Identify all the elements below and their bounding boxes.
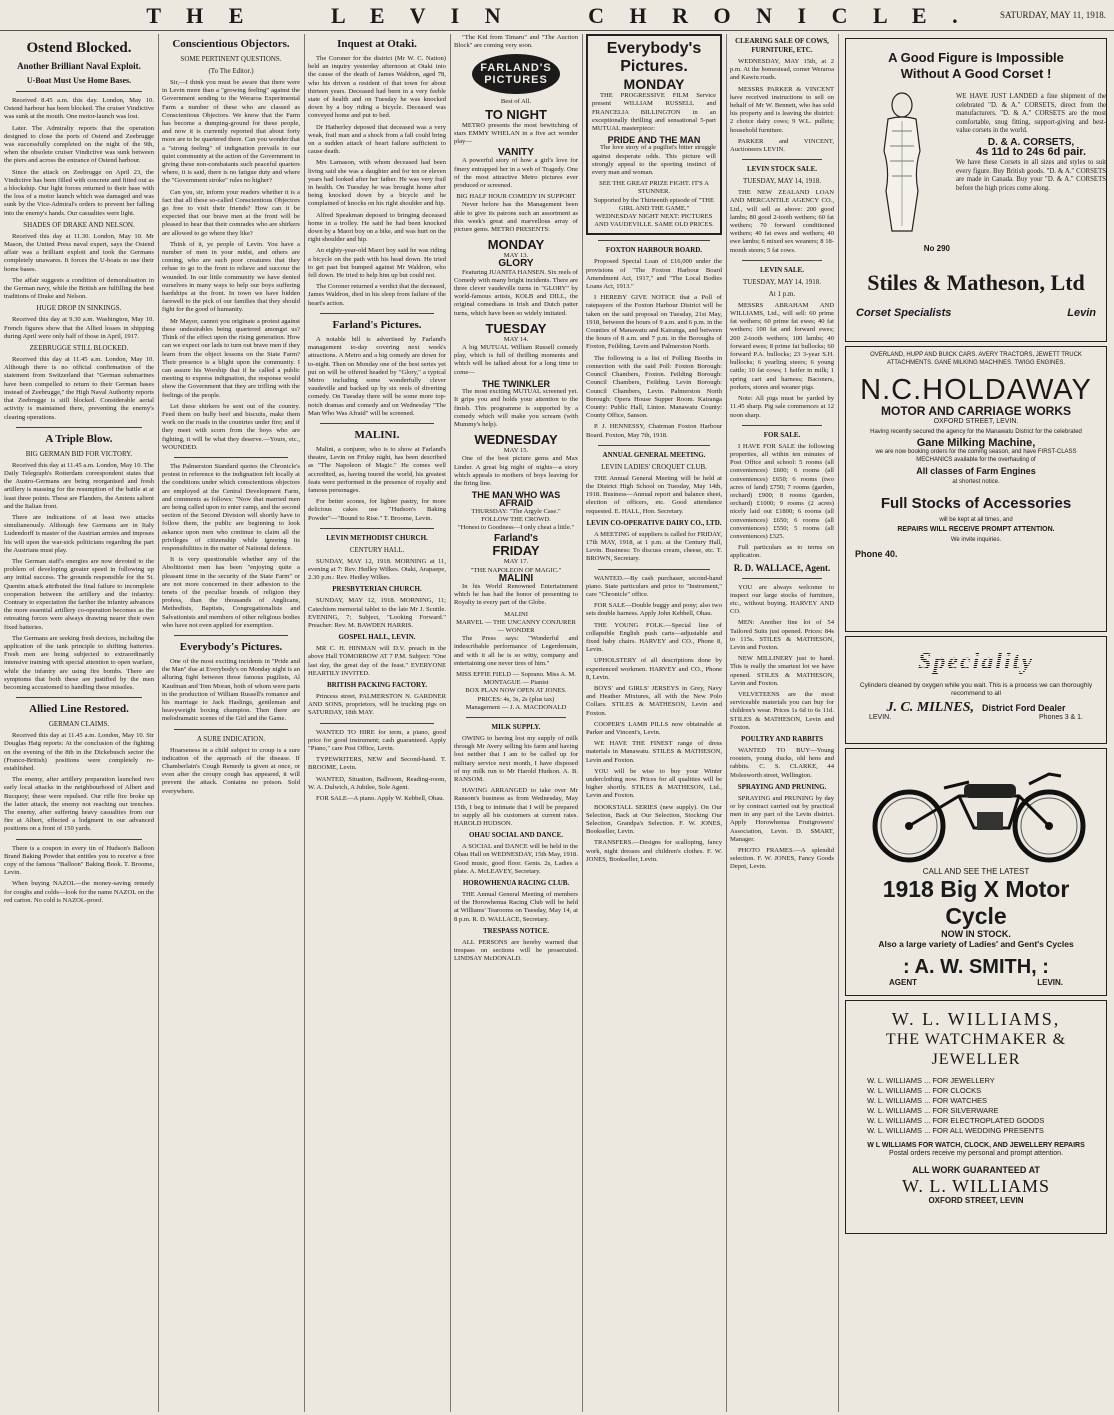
headline-farlands: Farland's Pictures. [332, 318, 422, 331]
article-paragraph: The enemy, after artillery preparation launched two early local attacks in the neighbourhood of Albert and Bucquoy; these were repulsed. Our rifle fire broke up the latter attack, the enemy not reaching our trenches. The enemy, after suffering heavy casualties from our fire at Albert, effected a lodgment in our advanced positions on a front of 150 yards. [4, 776, 154, 833]
headline-everybodys-pictures: Everybody's Pictures. [179, 641, 283, 653]
article-paragraph: One of the most exciting incidents in "Pride and the Man" due at Everybody's on Monday night is an alluring fight between those famous pugilists, Al Kaufman and Tom Moran, both of whom were parts in the production of William Russell's romance and his marriage to Jack Haslings, gentleman and heavyweight boxing champion. Then there are melodramatic scenes of the Girl and the Game. [162, 658, 300, 723]
classified-ad: WANTED, Situation, Ballroom, Reading-room, W. A. Dulwich, A Jubilee, Sole Agent. [308, 775, 446, 791]
headline-conscientious-objectors: Conscientious Objectors. [172, 38, 290, 50]
milnes-ad: Speciality Cylinders cleaned by oxygen while you wait. This is a process we can thoroughly recommend to all J. C. MILNES, District Ford Dealer LEVIN. Phones 3 & 1. [845, 636, 1107, 744]
notice-text: MESSRS PARKER & VINCENT have received instructions to sell on behalf of Mr W. Bennett, who has sold his property and is leaving the district: 2 choice dairy cows; 9 W.L. pullets; household furniture. [730, 85, 834, 134]
corset-illustration: No 290 [854, 91, 950, 251]
ad-text: The Press says: "Wonderful and indescribable performance of Legerdemain, and with it all he is so witty, company and entertaining one never tires of him." [454, 635, 578, 667]
notice-presbyterian: PRESBYTERIAN CHURCH. [332, 585, 422, 594]
tonight-heading: TO NIGHT [485, 106, 547, 122]
vanity-title: VANITY [498, 147, 534, 159]
article-paragraph: Received this day at 9.30 a.m. Washington, May 10. French figures show that the Allied losses in shipping during April were only half of those in April, 1917. [4, 316, 154, 340]
ad-text: METRO presents the most bewitching of stars EMMY WHELAN in a five act wonder play— [454, 121, 578, 146]
notice-century-hall: CENTURY HALL. [349, 545, 405, 554]
notice-text: Note: All pigs must be yarded by 11.45 sharp. Pig sale commences at 12 noon sharp. [730, 395, 834, 419]
glory-title: GLORY [498, 258, 534, 270]
notice-text: SPRAYING and PRUNING by day or by contract carried out by practical men in any part of the Levin district. Apply Horowhenua Fruitgrowers' Association, Levin. D. SMART, Manager. [730, 794, 834, 843]
notice-text: SUNDAY, MAY 12, 1918. MORNING at 11, evening at 7: Rev. Hedley Wilkes. Otaki, Arapaepe, 2.30 p.m.: Rev. Hedley Wilkes. [308, 557, 446, 582]
holdaway-logo: N.C.HOLDAWAY [860, 374, 1092, 406]
notice-text: Full particulars as to terms on application. [730, 544, 834, 560]
column-rule [838, 34, 839, 1412]
notice-text: THE Annual General Meeting of members of the Horowhenua Racing Club will be held at Williams' Tearooms on Tuesday, May 14, at 8 p.m. R. D. WALLACE, Secretary. [454, 891, 578, 923]
notice-text: SUNDAY, MAY 12, 1918. MORNING, 11; Catechism memorial tablet to the late Mr J. Scuttle. EVENING, 7; Subject, "Looking Forward." Preacher: Rev. M. BAWDEN HARRIS. [308, 597, 446, 629]
notice-text: "The Kid from Timaru" and "The Auction Block" are coming very soon. [454, 34, 578, 50]
notice-packing-factory: BRITISH PACKING FACTORY. [326, 680, 428, 689]
article-paragraph: Received 8.45 a.m. this day. London, May 10. Ostend harbour has been blocked. The cruiser Vindictive was sunk at the mouth. One motor-launch was lost. [4, 97, 154, 121]
subhead-sinkings: HUGE DROP IN SINKINGS. [36, 304, 122, 313]
column-rule [582, 34, 583, 1412]
notice-text: MESSRS ABRAHAM AND WILLIAMS, Ltd., will sell: 60 prime fat wethers; 60 prime fat ewes; 40 fat wethers; 100 fat and forward ewes; 200 2-tooth wethers; 100 lambs; 40 forward ewes; 8 prime fat bullocks; 60 forward P.A. bullocks; 23 3-year S.H. bullocks; 6 yearling steers; 6 young cattle; 10 fat cows; 1 heifer in milk; 1 spring cart and harness; Baconers, porkers, stores and weaner pigs. [730, 301, 834, 391]
classified-ad: BOOKSTALL SERIES (new supply). On Our Selection, Back at Our Selection, Stocking Our Selection, Grandpa's Selection. F. W. JONES, Bookseller, Levin. [586, 803, 722, 836]
masthead [0, 0, 1114, 31]
williams-item: W. L. WILLIAMS ... FOR CLOCKS [867, 1086, 982, 1095]
article-paragraph: Malini, a conjurer, who is to show at Farland's theatre, Levin on Friday night, has been described as "The Napoleon of Magic." He comes well accredited, as, having toured the world, his greatest feats were performed in the presence of royalty and famous personages. [308, 445, 446, 494]
ad-text: The most exciting MUTUAL screened yet. It grips you and holds your attention to the finish. This programme is supported by a comedy which will make you scream (with Mummy's help). [454, 388, 578, 428]
ad-text: The love story of a pugilist's bitter struggle against desperate odds. This picture will strongly appeal to the sporting instinct of every man and woman. [592, 144, 716, 177]
classified-ad: PHOTO FRAMES.—A splendid selection. F. W. JONES, Fancy Goods Depot, Levin. [730, 847, 834, 871]
headline-inquest: Inquest at Otaki. [337, 38, 417, 50]
classified-ad: FOR SALE—A piano. Apply W. Kebbell, Ohau. [316, 795, 445, 803]
notice-text: OWING to having lost my supply of milk through Mr Avery selling his farm and having lost neither that I am to be called up for military service next month, I have disposed of my milk run to Mr Harold Hudson. A. B. RANSOM. [454, 735, 578, 784]
notice-text: PARKER and VINCENT, Auctioneers LEVIN. [730, 137, 834, 154]
notice-methodist: LEVIN METHODIST CHURCH. [326, 533, 428, 542]
column-6: CLEARING SALE OF COWS, FURNITURE, ETC. WEDNESDAY, MAY 15th, at 2 p.m. At the homestead, corner Weraroa and Kawiu roads. MESSRS PARKER & VINCENT have received instructions to sell on behalf of Mr W. Bennett, who has sold his property and is leaving the district: 2 choice dairy cows; 9 W.L. pullets; household furniture. PARKER and VINCENT, Auctioneers LEVIN. LEVIN STOCK SALE. TUESDAY, MAY 14, 1918. THE NEW ZEALAND LOAN AND MERCANTILE AGENCY CO., Ltd., will sell as above: 200 good lambs; 80 good 2-tooth wethers; 60 fat wethers; 70 forward conditioned wethers; 40 fat ewes and wethers; 40 ewe lambs; 6 mixed sex weaners; 8 18-month steers; 5 fat cows. LEVIN SALE. TUESDAY, MAY 14, 1918. At 1 p.m. MESSRS ABRAHAM AND WILLIAMS, Ltd., will sell: 60 prime fat wethers; 60 prime fat ewes; 40 fat wethers; 100 fat and forward ewes; 200 2-tooth wethers; 100 lambs; 40 forward ewes; 8 prime fat bullocks; 60 forward P.A. bullocks; 23 3-year S.H. bullocks; 6 yearling steers; 6 young cattle; 10 fat cows; 1 heifer in milk; 1 spring cart and harness; Baconers, porkers, stores and weaner pigs. Note: All pigs must be yarded by 11.45 sharp. Pig sale commences at 12 noon sharp. FOR SALE. I HAVE FOR SALE the following properties, all within ten minutes of Post Office and school: 5 rooms (all conveniences) £600; 6 rooms (all conveniences) £650; 6 rooms (two acres of land) £750; 7 rooms (garden, orchard) £900; 8 rooms (garden, orchard) £1000; 9 rooms (2 acres) nicely laid out £1800; 6 rooms (all conveniences) £650; 6 rooms (all conveniences) £550; 5 rooms (all conveniences) £325. Full particulars as to terms on application. R. D. WALLACE, Agent. YOU are always welcome to inspect our large stocks of furniture, etc., without buying. HARVEY AND CO. MEN: Another fine lot of 54 Tailored Suits just opened. Prices: 84s to 115s. STILES & MATHESON, Levin and Foxton. NEW MILLINERY just to hand. This is really the smartest lot we have opened. STILES & MATHESON, Levin and Foxton. VELVETEENS are the most serviceable materials you can buy for children's wear. Prices 1s 6d to 6s 11d. STILES & MATHESON, Levin and Foxton. POULTRY AND RABBITS WANTED TO BUY—Young roosters, young ducks, old hens and rabbits. C. S. CLARKE, 44 Molesworth street, Wellington. SPRAYING AND PRUNING. SPRAYING and PRUNING by day or by contract carried out by practical men in any part of the Levin district. Apply Horowhenua Fruitgrowers' Association, Levin. D. SMART, Manager. PHOTO FRAMES.—A splendid selection. F. W. JONES, Fancy Goods Depot, Levin. [730, 37, 834, 871]
notice-text: P. J. HENNESSY, Chairman Foxton Harbour Board. Foxton, May 7th, 1918. [586, 423, 722, 439]
classified-ad: THE YOUNG FOLK.—Special line of collapsible English push carts—adjustable and fixed baby chairs. HARVEY and CO., Phone 8, Levin. [586, 621, 722, 654]
motorcycle-icon [849, 756, 1107, 866]
article-paragraph: Dr Hatherley deposed that deceased was a very weak, frail man and a shock from a fall could bring on a sudden attack of heart failure sufficient to cause death. [308, 123, 446, 156]
classified-ad: TYPEWRITERS, NEW and Second-hand. T. BROOME, Levin. [308, 756, 446, 772]
everybodys-heading: Everybody's Pictures. [606, 40, 702, 75]
classified-ad: FOR SALE—Double buggy and pony; also two sets double harness. Apply John Kebbell, Ohau. [586, 602, 722, 618]
classified-ad: MEN: Another fine lot of 54 Tailored Suits just opened. Prices: 84s to 115s. STILES & MATHESON, Levin and Foxton. [730, 619, 834, 651]
notice-text: A MEETING of suppliers is called for FRIDAY, 17th MAY, 1918, at 1 p.m. at the Century Hall, Levin. Business: To discuss cream, cheese, etc. T. BROWN, Secretary. [586, 530, 722, 563]
ad-text: A big MUTUAL William Russell comedy play, which is full of thrilling moments and which will be talked about for a long time to come— [454, 344, 578, 376]
article-paragraph: The Coroner for the district (Mr W. C. Nation) held an inquiry yesterday afternoon at Otaki into the cause of the death of James Waldron, aged 78, who his driven a resident of that town for about thirteen years. Deceased had been in a very feeble state of health and on Tuesday he was knocked down by a boy riding a bicycle. Deceased was conveyed home and put to bed. [308, 55, 446, 120]
monday-heading: MONDAY [487, 237, 545, 253]
williams-item: W. L. WILLIAMS ... FOR JEWELLERY [867, 1076, 995, 1085]
headline-allied-line: Allied Line Restored. [29, 703, 129, 716]
monday-heading: MONDAY [623, 76, 685, 92]
article-paragraph: Later. The Admiralty reports that the operation designed to close the ports of Ostend and Zeebrugge was successfully completed on the night of the 9th, when the obsolete cruiser Vindictive was sunk between the piers and across the entrance of Ostend harbour. [4, 124, 154, 165]
article-paragraph: Mrs Lamason, with whom deceased had been living said she was a daughter and for ten or eleven years had looked after her father. He was very frail in health. On Tuesday he was brought home after being knocked down by a bicycle and he complained of knocks on his right shoulder and hip. [308, 159, 446, 208]
speciality-heading: Speciality [849, 648, 1103, 676]
article-paragraph: Let these shirkers be sent out of the country. Feed them on bully beef and biscuits, make them work on the roads in the countries under fire; and if they meet with scorn from the boys who are fighting, it will be what they deserve.—Yours, etc., WOUNDED. [162, 402, 300, 451]
notice-text: Proposed Special Loan of £16,000 under the provisions of "The Foxton Harbour Board Amendment Act, 1917," and "The Local Bodies Loans Act, 1913." [586, 258, 722, 291]
article-paragraph: For better scones, for lighter pastry, for more delicious cakes use "Hudson's Baking Powder"—"Bound to Rise." T. Broome, Levin. [308, 498, 446, 522]
williams-item: W. L. WILLIAMS ... FOR ELECTROPLATED GOODS [867, 1116, 1045, 1125]
notice-text: MR C. H. HINMAN will D.V. preach in the above Hall TOMORROW AT 7 P.M. Subject: "One last day, the great day of the feast." EVERYONE HEARTILY INVITED. [308, 645, 446, 677]
ad-text: THE PROGRESSIVE FILM Service present WILLIAM RUSSELL and FRANCELIA BILLINGTON in an exceptionally thrilling and sensational 5-part MUTUAL masterpiece: [592, 92, 716, 133]
notice-text: I HEREBY GIVE NOTICE that a Poll of ratepayers of the Foxton Harbour District will be taken on the said proposal on Tuesday, 21st May, 1918, between the hours of 9 a.m. and 6 p.m. in the Counties of Manawatu and Kairanga, and between the hours of 8 a.m. and 7 p.m. in the Boroughs of Foxton, Feilding, Levin and Palmerston North. [586, 294, 722, 351]
subhead-big-german-bid: BIG GERMAN BID FOR VICTORY. [25, 449, 133, 458]
article-paragraph: The affair suggests a condition of demoralisation in the German navy, while the British are fulfilling the best traditions of Drake and Nelson. [4, 276, 154, 301]
classified-ad: WANTED TO HIRE for term, a piano, good price for good instrument; cash guaranteed. Apply "Piano," care Post Office, Levin. [308, 728, 446, 752]
article-paragraph: Hoarseness in a child subject to croup is a sure indication of the approach of the disease. If Chamberlain's Cough Remedy is given at once, or even after the croupy cough has appeared, it will prevent the attack. Contains no poison. Sold everywhere. [162, 746, 300, 795]
article-paragraph: The Coroner returned a verdict that the deceased, James Waldron, died in his sleep from failure of the heart's action. [308, 283, 446, 307]
subhead-naval-exploit: Another Brilliant Naval Exploit. [17, 61, 141, 71]
classified-ad: TRANSFERS.—Designs for scalloping, fancy work, night dresses and children's clothes. F. W. JONES, Bookseller, Levin. [586, 839, 722, 863]
article-paragraph: Received this day at 11.30. London, May 10. Mr Mason, the United Press naval expert, says the Ostend affair was a brilliant exploit and took the Germans completely unawares. It forces the U-boats to use their home bases. [4, 232, 154, 273]
subhead-pertinent-questions: SOME PERTINENT QUESTIONS. [180, 55, 282, 63]
article-paragraph: There is a coupon in every tin of Hudson's Balloon Brand Baking Powder that entitles you to receive a free copy of the famous "Balloon" Baking Book. T. Broome, Levin. [4, 844, 154, 877]
williams-item: W. L. WILLIAMS ... FOR ALL WEDDING PRESENTS [867, 1126, 1044, 1135]
notice-text: HAVING ARRANGED to take over Mr Ransom's business as from Wednesday, May 15th, I beg to intimate that I will be prepared to supply all his customers at current rates. HAROLD HUDSON. [454, 787, 578, 828]
farlands-logo: FARLAND'S PICTURES [472, 54, 560, 94]
notice-text: A SOCIAL and DANCE will be held in the Ohau Hall on WEDNESDAY, 15th May, 1918. Good music, good floor. Gents. 2s, Ladies a plate. A. McLEAVEY, Secretary. [454, 843, 578, 875]
subhead-uboat: U-Boat Must Use Home Bases. [26, 76, 132, 85]
notice-text: I HAVE FOR SALE the following properties, all within ten minutes of Post Office and school: 5 rooms (all conveniences) £600; 6 rooms (all conveniences) £650; 6 rooms (two acres of land) £750; 7 rooms (garden, orchard) £900; 8 rooms (garden, orchard) £1000; 9 rooms (2 acres) nicely laid out £1800; 6 rooms (all conveniences) £650; 6 rooms (all conveniences) £550; 5 rooms (all conveniences) £325. [730, 442, 834, 540]
headline-triple-blow: A Triple Blow. [45, 432, 113, 445]
article-paragraph: Sir,—I think you must be aware that there were in Levin more than a "growing feeling" against the Government sending to the Weraroa Experimental Farm a number of these who are classed as Conscientious Objectors. We know that the Farm has become a dumping-ground for these people, and now it is currently reported that about forty more are to be quartered there. Can you wonder that a "strong feeling" of indignation prevails in our quiet community at the action of the Government in giving these non-combatants such peaceful quarters where, it is said, there is no fatigue duty and where the "Government stroke" rules no higher? [162, 79, 300, 185]
article-paragraph: Think of it, ye people of Levin. You have a number of men in your midst, and others are coming, who are such poor creatures that they refuse to go to the front to relieve and succour the wounded. In our little community we have denied ourselves in many ways to help our boys suffering hardships at the front. In town we have bidden farewell to the pick of our families that they should fight for the good of humanity. [162, 240, 300, 314]
notice-text: THE NEW ZEALAND LOAN AND MERCANTILE AGENCY CO., Ltd., will sell as above: 200 good lambs; 80 good 2-tooth wethers; 60 fat wethers; 70 forward conditioned wethers; 40 fat ewes and wethers; 40 ewe lambs; 6 mixed sex weaners; 8 18-month steers; 5 fat cows. [730, 189, 834, 254]
subhead-to-editor: (To The Editor.) [208, 67, 254, 75]
man-afraid-title: THE MAN WHO WAS AFRAID [471, 490, 561, 509]
williams-item: W. L. WILLIAMS ... FOR WATCHES [867, 1096, 988, 1105]
notice-text: WANTED TO BUY—Young roosters, young ducks, old hens and rabbits. C. S. CLARKE, 44 Molesworth street, Wellington. [730, 747, 834, 779]
twinkler-title: THE TWINKLER [482, 378, 550, 389]
column-1 [4, 34, 154, 1412]
smith-motorcycle-ad: CALL AND SEE THE LATEST 1918 Big X Motor Cycle NOW IN STOCK. Also a large variety of Ladies' and Gent's Cycles : A. W. SMITH, : AGENT LEVIN. [845, 748, 1107, 996]
classified-ad: VELVETEENS are the most serviceable materials you can buy for children's wear. Prices 1s 6d to 6s 11d. STILES & MATHESON, Levin and Foxton. [730, 690, 834, 731]
article-paragraph: An eighty-year-old Maori boy said he was riding a bicycle on the path with his head down. He tried to get past but bumped against Mr Waldron, who fell down. He tried to help him up but could not. [308, 247, 446, 280]
corset-figure-icon [854, 91, 950, 251]
ad-text: A powerful story of how a girl's love for finery entrapped her in a web of Tragedy. One of the most attractive Metro pictures ever produced or screened. [454, 157, 578, 190]
williams-jeweller-ad: W. L. WILLIAMS, THE WATCHMAKER & JEWELLER W. L. WILLIAMS ... FOR JEWELLERY W. L. WILLIAMS ... FOR CLOCKS W. L. WILLIAMS ... FOR WATCHES W. L. WILLIAMS ... FOR SILVERWARE W. L. WILLIAMS ... FOR ELECTROPLATED GOODS W. L. WILLIAMS ... FOR ALL WEDDING PRESENTS W L WILLIAMS FOR WATCH, CLOCK, AND JEWELLERY REPAIRS Postal orders receive my personal and prompt attention. ALL WORK GUARANTEED AT W. L. WILLIAMS OXFORD STREET, LEVIN [845, 1000, 1107, 1234]
column-rule [450, 34, 451, 1412]
article-paragraph: Since the attack on Zeebrugge on April 23, the Vindictive has been filled with concrete and fitted out as a blockship. Our light forces returned to their base with the loss of a motor launch which was damaged and was sunk by the Vice-Admiral's orders to prevent her falling into the enemy's hands. Our casualties were light. [4, 168, 154, 217]
column-4: "The Kid from Timaru" and "The Auction Block" are coming very soon. FARLAND'S PICTURES Best of All. TO NIGHT METRO presents the most bewitching of stars EMMY WHELAN in a five act wonder play— VANITY A powerful story of how a girl's love for finery entrapped her in a web of Tragedy. One of the most attractive Metro pictures ever produced or screened. BIG HALF HOUR COMEDY IN SUPPORT Never before has the Management been able to give its patrons such an assortment as this week's great and marvellous array of picture gems. METRO PRESENTS: MONDAY MAY 13. GLORY Featuring JUANITA HANSEN. Six reels of Comedy with many bright incidents. There are three clever vaudeville turns in "GLORY" by world-famous artists, KOLB and DILL, the original comedians in Irish and Dutch patter turns, which have been so widely imitated. TUESDAY MAY 14. A big MUTUAL William Russell comedy play, which is full of thrilling moments and which will be talked about for a long time to come— THE TWINKLER The most exciting MUTUAL screened yet. It grips you and holds your attention to the finish. This programme is supported by a comedy which will make you scream (with Mummy's help). WEDNESDAY MAY 15. One of the best picture gems and Max Linder. A great big night of nights—a story which appeals to mothers of boys leaving for the firing line. THE MAN WHO WAS AFRAID THURSDAY: "The Argyle Case." FOLLOW THE CROWD. "Honest to Goodness—I only cheat a little." Farland's FRIDAY MAY 17. "THE NAPOLEON OF MAGIC." MALINI In his World Renowned Entertainment which he has had the honor of presenting to Royalty in every part of the Globe. MALINI MARVEL — THE UNCANNY CONJURER — WONDER The Press says: "Wonderful and indescribable performance of Legerdemain, and with it all he is so witty, company and entertaining one never tires of him." MISS EFFIE FIELD — Soprano. Miss A. M. MONTAGUE — Pianist BOX PLAN NOW OPEN AT JONES. PRICES: 4s, 3s, 2s (plus tax) Management — J. A. MACDONALD MILK SUPPLY. OWING to having lost my supply of milk through Mr Avery selling his farm and having lost neither that I am to be called up for military service next month, I have disposed of my milk run to Mr Harold Hudson. A. B. RANSOM. HAVING ARRANGED to take over Mr Ransom's business as from Wednesday, May 15th, I beg to intimate that I will be prepared to supply all his customers at current rates. HAROLD HUDSON. OHAU SOCIAL AND DANCE. A SOCIAL and DANCE will be held in the Ohau Hall on WEDNESDAY, 15th May, 1918. Good music, good floor. Gents. 2s, Ladies a plate. A. McLEAVEY, Secretary. HOROWHENUA RACING CLUB. THE Annual General Meeting of members of the Horowhenua Racing Club will be held at Williams' Tearooms on Tuesday, May 14, at 8 p.m. R. D. WALLACE, Secretary. TRESPASS NOTICE. ALL PERSONS are hereby warned that trespass on sections will be prosecuted. LINDSAY McDONALD. [454, 34, 578, 963]
classified-ad: BOYS' and GIRLS' JERSEYS in Grey, Navy and Heather Mixtures, all with the New Polo Collars. STILES & MATHESON, Levin and Foxton. [586, 684, 722, 717]
subhead-drake: SHADES OF DRAKE AND NELSON. [23, 220, 135, 229]
column-5: Everybody's Pictures. MONDAY THE PROGRESSIVE FILM Service present WILLIAM RUSSELL and FRANCELIA BILLINGTON in an exceptionally thrilling and sensational 5-part MUTUAL masterpiece: PRIDE AND THE MAN The love story of a pugilist's bitter struggle against desperate odds. This picture will strongly appeal to the sporting instinct of every man and woman. SEE THE GREAT PRIZE FIGHT. IT'S A STUNNER. Supported by the Thirteenth episode of "THE GIRL AND THE GAME." WEDNESDAY NIGHT NEXT: PICTURES AND VAUDEVILLE. SAME OLD PRICES. FOXTON HARBOUR BOARD. Proposed Special Loan of £16,000 under the provisions of "The Foxton Harbour Board Amendment Act, 1917," and "The Local Bodies Loans Act, 1913." I HEREBY GIVE NOTICE that a Poll of ratepayers of the Foxton Harbour District will be taken on the said proposal on Tuesday, 21st May, 1918, between the hours of 9 a.m. and 6 p.m. in the Counties of Manawatu and Kairanga, and between the hours of 8 a.m. and 7 p.m. in the Boroughs of Foxton, Feilding, Levin and Palmerston North. The following is a list of Polling Booths in connection with the said Poll: Foxton Borough: Council Chambers, Foxton. Feilding Borough: Council Chambers, Feilding. Levin Borough: Council Chambers, Levin. Palmerston North Borough: Opera House Supper Room. Kairanga County: Public Hall, Linton. Manawatu County: County Office, Sanson. P. J. HENNESSY, Chairman Foxton Harbour Board. Foxton, May 7th, 1918. ANNUAL GENERAL MEETING. LEVIN LADIES' CROQUET CLUB. THE Annual General Meeting will be held at the District High School on Tuesday, May 14th, 1918. Business—Annual report and balance sheet, election of officers, etc. Good attendance requested. E. HALL, Hon. Secretary. LEVIN CO-OPERATIVE DAIRY CO., LTD. A MEETING of suppliers is called for FRIDAY, 17th MAY, 1918, at 1 p.m. at the Century Hall, Levin. Business: To discuss cream, cheese, etc. T. BROWN, Secretary. WANTED.—By cash purchaser, second-hand piano. State particulars and price to "Instrument," care "Chronicle" office. FOR SALE—Double buggy and pony; also two sets double harness. Apply John Kebbell, Ohau. THE YOUNG FOLK.—Special line of collapsible English push carts—adjustable and fixed baby chairs. HARVEY and CO., Phone 8, Levin. UPHOLSTERY of all descriptions done by experienced workmen. HARVEY and CO., Phone 8, Levin. BOYS' and GIRLS' JERSEYS in Grey, Navy and Heather Mixtures, all with the New Polo Collars. STILES & MATHESON, Levin and Foxton. COOPER'S LAMB PILLS now obtainable at Parker and Vincent's, Levin. WE HAVE THE FINEST range of dress materials in Manawatu. STILES & MATHESON, Levin and Foxton. YOU will be wise to buy your Winter underclothing now. Prices for all qualities will be higher shortly. STILES & MATHESON, Ltd., Levin and Foxton. BOOKSTALL SERIES (new supply). On Our Selection, Back at Our Selection, Stocking Our Selection, Grandpa's Selection. F. W. JONES, Bookseller, Levin. TRANSFERS.—Designs for scalloping, fancy work, night dresses and children's clothes. F. W. JONES, Bookseller, Levin. [586, 34, 722, 1412]
comedy-support: BIG HALF HOUR COMEDY IN SUPPORT [456, 193, 576, 201]
headline-ostend: Ostend Blocked. [26, 40, 132, 56]
notice-text: Princess street, PALMERSTON N. GARDNER AND SONS, proprietors, will be trucking pigs on SATURDAY, 18th MAY. [308, 692, 446, 717]
article-paragraph: The German staff's energies are now devoted to the problem of developing greater speed in following up any initial success. The grounds responsible for the St. Quentin attack attributed the final failure to incomplete cooperation between the artillery and the infantry. Contrary to expectation the farther the infantry advances the more essential artillery co-operation becomes as the retreating forces were always drawing nearer their own fixed batteries. [4, 557, 154, 631]
malini-title: MALINI [498, 572, 534, 584]
subhead-zeebrugge: ZEEBRUGGE STILL BLOCKED. [29, 344, 129, 353]
notice-gospel-hall: GOSPEL HALL, LEVIN. [338, 633, 416, 642]
article-paragraph: The Palmerston Standard quotes the Chronicle's protest in reference to the indignation felt locally at the conditions under which conscientious objectors are employed at the Central Development Farm, and comments as follows: "Now that married men are being called upon to enter camp, and the second section of the Second Division will shortly have to follow them, the public are beginning to look askance upon men who continue to claim all the privileges of citizenship while ignoring its responsibilities in the matter of National defence. [162, 462, 300, 552]
williams-item: W. L. WILLIAMS ... FOR SILVERWARE [867, 1106, 999, 1115]
column-rule [304, 34, 305, 1412]
notice-text: ALL PERSONS are hereby warned that trespass on sections will be prosecuted. LINDSAY McDONALD. [454, 938, 578, 963]
headline-malini: MALINI. [354, 428, 400, 441]
notice-text: WEDNESDAY, MAY 15th, at 2 p.m. At the homestead, corner Weraroa and Kawiu roads. [730, 58, 834, 82]
article-paragraph: Received this day at 11.45 a.m. London, May 10. The Daily Telegraph's Rotterdam correspondent states that the Austro-Germans are being reorganised and fresh artillery is massing for the resumption of the battle at at least three points. These are Flanders, the Amiens salient and the Italian front. [4, 461, 154, 510]
classified-ad: COOPER'S LAMB PILLS now obtainable at Parker and Vincent's, Levin. [586, 720, 722, 736]
classified-ad: UPHOLSTERY of all descriptions done by experienced workmen. HARVEY and CO., Phone 8, Levin. [586, 657, 722, 681]
column-rule [158, 34, 159, 1412]
ad-text: Featuring JUANITA HANSEN. Six reels of Comedy with many bright incidents. There are three clever vaudeville turns in "GLORY" by world-famous artists, KOLB and DILL, the original comedians in Irish and Dutch patter turns, which have been so widely imitated. [454, 268, 578, 317]
everybodys-ad: Everybody's Pictures. MONDAY THE PROGRESSIVE FILM Service present WILLIAM RUSSELL and FRANCELIA BILLINGTON in an exceptionally thrilling and sensational 5-part MUTUAL masterpiece: PRIDE AND THE MAN The love story of a pugilist's bitter struggle against desperate odds. This picture will strongly appeal to the sporting instinct of every man and woman. SEE THE GREAT PRIZE FIGHT. IT'S A STUNNER. Supported by the Thirteenth episode of "THE GIRL AND THE GAME." WEDNESDAY NIGHT NEXT: PICTURES AND VAUDEVILLE. SAME OLD PRICES. [586, 34, 722, 235]
wednesday-heading: WEDNESDAY [474, 432, 558, 448]
ad-text: In his World Renowned Entertainment which he has had the honor of presenting to Royalty in every part of the Globe. [454, 582, 578, 607]
ad-text: Never before has the Management been able to give its patrons such an assortment as this week's great and marvellous array of picture gems. METRO PRESENTS: [454, 201, 578, 234]
notice-text: The following is a list of Polling Booths in connection with the said Poll: Foxton Borough: Council Chambers, Foxton. Feilding Borough: Council Chambers, Feilding. Levin Borough: Council Chambers, Levin. Palmerston North Borough: Opera House Supper Room. Kairanga County: Public Hall, Linton. Manawatu County: County Office, Sanson. [586, 354, 722, 420]
article-paragraph: Can you, sir, inform your readers whether it is a fact that all these so-called Conscientious Objectors go free to visit their friends? How can it be expected that our brave men at the front will be pleased to hear that their comrades who are shirkers are allowed to go where they like? [162, 188, 300, 237]
column-2 [162, 34, 300, 1412]
article-paragraph: Received this day at 11.45 a.m. London, May 10. Although there is no official confirmation of the statement from Switzerland that "German submarines have been compelled to return to their German bases instead of Zeebrugge," the High Naval Authority reports that Zeebrugge is still blocked. Considerable aerial activity is maintained there, preventing the enemy's clearing operations. [4, 356, 154, 421]
issue-date: SATURDAY, MAY 11, 1918. [999, 10, 1106, 20]
article-paragraph: Mr Mayor, cannot you originate a protest against these undesirables being quartered amongst us? Think of the effect upon the rising generation. How can we expect our lads to turn out brave men if they learn from the object lessons on the State Farm? Their presence is a blight upon the community. I can assure his Worship that if he called a public meeting to express indignation, the response would show the Government that they are trifling with the feelings of the people. [162, 317, 300, 399]
article-paragraph: The Germans are seeking fresh devices, including the application of the tank principle to shifting batteries. Fresh men are being subjected to extraordinarily intensive training with special attention to open warfare, while the infantry are using fire bombs. There are symptoms that both these are justified by the men becoming accustomed to handling these missiles. [4, 634, 154, 691]
article-paragraph: There are indications of at least two attacks simultaneously. Although few Germans are in Italy Ludendorff is master of the Austrian armies and imposes his will upon the war-sick politicians regarding the part the Austrians must play. [4, 513, 154, 554]
motorcycle-heading: 1918 Big X Motor Cycle [882, 876, 1070, 930]
subhead-sure-indication: A SURE INDICATION. [196, 734, 266, 743]
column-7 [842, 34, 1110, 1412]
classified-ad: WE HAVE THE FINEST range of dress materials in Manawatu. STILES & MATHESON, Levin and Foxton. [586, 740, 722, 764]
classified-ad: YOU will be wise to buy your Winter underclothing now. Prices for all qualities will be higher shortly. STILES & MATHESON, Ltd., Levin and Foxton. [586, 767, 722, 800]
notice-text: THE Annual General Meeting will be held at the District High School on Tuesday, May 14th, 1918. Business—Annual report and balance sheet, election of officers, etc. Good attendance requested. E. HALL, Hon. Secretary. [586, 474, 722, 515]
tuesday-heading: TUESDAY [485, 320, 547, 336]
classified-ad: NEW MILLINERY just to hand. This is really the smartest lot we have opened. STILES & MATHESON, Levin and Foxton. [730, 655, 834, 687]
article-paragraph: It is very questionable whether any of the Abolitionist men has been "enjoying quite a pleasant time in the security of the State Farm" or are not more concerned in their adhesion to the tenets of the peculiar brands of religion they profess, than the thousands of Anglicans, Methodists, Baptists, Congregationalists and Salvationists and members of other religious bodies who have not even applied for exemption. [162, 556, 300, 629]
article-paragraph: A notable bill is advertised by Farland's management to-day covering next week's attractions. A Metro and a big comedy are down for to-night. Then on Monday one of the best series yet put on will be offered headed by "Glory," a typical Metro including some wonderfully clever vaudeville and backed up by six reels of diverting comedy. On Tuesday there will be some more top-notch dramas and comedy and on Wednesday "The Man Who Was Afraid" will be screened. [308, 335, 446, 417]
stiles-matheson-logo: Stiles & Matheson, Ltd [867, 270, 1085, 295]
holdaway-ad: OVERLAND, HUPP AND BUICK CARS. AVERY TRACTORS, JEWETT TRUCK ATTACHMENTS. GANE MILKING MACHINES. TWIGG ENGINES. N.C.HOLDAWAY MOTOR AND CARRIAGE WORKS OXFORD STREET, LEVIN. Having recently secured the agency for the Manawatu District for the celebrated Gane Milking Machine, we are now booking orders for the coming season, and have FIRST-CLASS MECHANICS available for the overhauling of All classes of Farm Engines at shortest notice. Full Stocks of Accessories will be kept at all times, and REPAIRS WILL RECEIVE PROMPT ATTENTION. We invite inquiries. Phone 40. [845, 346, 1107, 632]
best-of-all: Best of All. [500, 98, 532, 106]
article-paragraph: Alfred Speakman deposed to bringing deceased home in a trolley. He said he had been knocked down by a Maori boy on a bike, and was hurt on the right shoulder and hip. [308, 211, 446, 244]
pride-title: PRIDE AND THE MAN [607, 135, 701, 146]
article-paragraph: When buying NAZOL—the money-saving remedy for coughs and colds—look for the name NAZOL on the red carton. No cold is NAZOL-proof. [4, 880, 154, 904]
subhead-german-claims: GERMAN CLAIMS. [48, 720, 110, 729]
friday-heading: FRIDAY [492, 543, 540, 559]
ad-text: One of the best picture gems and Max Linder. A great big night of nights—a story which appeals to mothers of boys leaving for the firing line. [454, 455, 578, 487]
article-paragraph: Received this day at 11.45 a.m. London, May 10. Sir Douglas Haig reports: At the conclusion of the fighting on the evening of the 8th in the Dickebusch sector the (Franco-British) positions were completely re-established. [4, 732, 154, 772]
classified-ad: WANTED.—By cash purchaser, second-hand piano. State particulars and price to "Instrument," care "Chronicle" office. [586, 574, 722, 598]
classified-ad: YOU are always welcome to inspect our large stocks of furniture, etc., without buying. HARVEY AND CO. [730, 583, 834, 616]
column-3 [308, 34, 446, 1412]
newspaper-title: T H E L E V I N C H R O N I C L E . [146, 3, 968, 28]
corset-ad: A Good Figure is Impossible Without A Good Corset ! No 290 WE HAVE JUST LANDED a fine shipment of the celebrated "D. & A." CORSETS, direct from the manufacturers. "D. & A." CORSETS are the most comfortable, snug fitting, support-giving and best-value corsets in the world. D. & A. CORSETS, 4s 11d to 24s 6d pair. We have these Corsets in all sizes and styles to suit every figure. Buy British goods. "D. & A." CORSETS are made in Canada. Buy your "D. & A." CORSETS before the high prices come along. Stiles & Matheson, Ltd Corset Specialists Levin [845, 38, 1107, 342]
column-rule [726, 34, 727, 1412]
